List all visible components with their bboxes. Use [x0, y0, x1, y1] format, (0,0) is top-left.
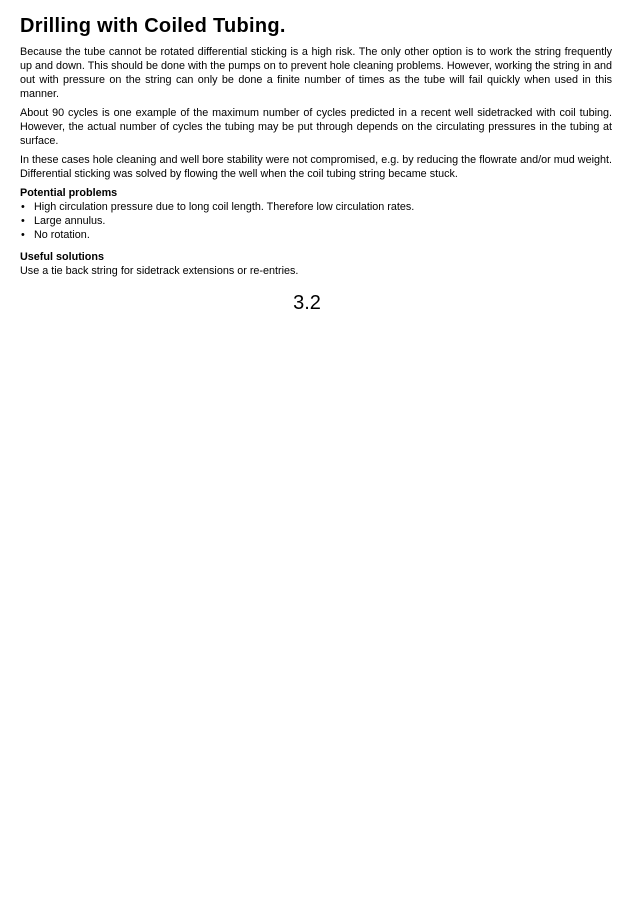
useful-solutions-heading: Useful solutions: [20, 251, 104, 263]
page-number: 3.2: [293, 292, 321, 314]
list-item-text: No rotation.: [34, 229, 90, 241]
paragraph-cycles: About 90 cycles is one example of the maximum number of cycles predicted in a recent well sidetracked with coil tubing. However, the actual number of cycles the tubing may be put through depends on the circulating pressures in the tubing at surface.: [20, 107, 612, 147]
bullet-icon: •: [21, 229, 25, 241]
list-item-text: High circulation pressure due to long coil length. Therefore low circulation rates.: [34, 201, 415, 213]
document-page: [20, 14, 612, 278]
bullet-icon: •: [21, 201, 25, 213]
list-item-text: Large annulus.: [34, 215, 106, 227]
potential-problems-heading: Potential problems: [20, 187, 118, 199]
potential-problems-list: [20, 200, 612, 242]
list-item: [20, 214, 612, 228]
useful-solutions-text: Use a tie back string for sidetrack extensions or re-entries.: [20, 265, 299, 277]
bullet-icon: •: [21, 215, 25, 227]
page-title: Drilling with Coiled Tubing.: [20, 15, 286, 37]
list-item: [20, 228, 612, 242]
list-item: [20, 200, 612, 214]
paragraph-hole-cleaning: In these cases hole cleaning and well bore stability were not compromised, e.g. by reducing the flowrate and/or mud weight. Differential sticking was solved by flowing the well when the coil tubing string became stuck.: [20, 154, 612, 180]
paragraph-sticking-risk: Because the tube cannot be rotated differential sticking is a high risk. The only other option is to work the string frequently up and down. This should be done with the pumps on to prevent hole cleaning problems. However, working the string in and out with pressure on the string can only be done a finite number of times as the tube will fail quickly when used in this manner.: [20, 46, 612, 100]
